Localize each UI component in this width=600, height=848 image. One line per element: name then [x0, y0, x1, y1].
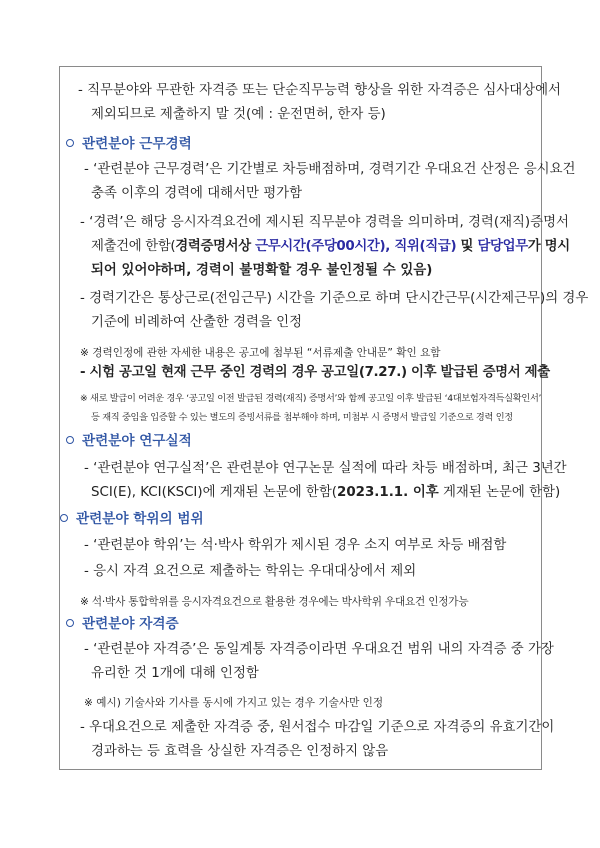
bullet-text: 제외되므로 제출하지 말 것(예 : 운전면허, 한자 등) — [91, 107, 386, 122]
section-heading-work-experience: 관련분야 근무경력 — [66, 135, 192, 153]
bullet-text: - ‘관련분야 자격증’은 동일계통 자격증이라면 우대요건 범위 내의 자격증 중 가장 — [84, 642, 554, 657]
bullet-text: - ‘관련분야 학위’는 석·박사 학위가 제시된 경우 소지 여부로 차등 배점함 — [84, 538, 507, 553]
bullet-text: 기준에 비례하여 산출한 경력을 인정 — [91, 315, 303, 330]
bullet-text: 충족 이후의 경력에 대해서만 평가함 — [91, 186, 303, 201]
note-text: ※ 경력인정에 관한 자세한 내용은 공고에 첨부된 “서류제출 안내문” 확인 요함 — [80, 347, 441, 359]
section-heading-certificate: 관련분야 자격증 — [66, 615, 179, 633]
bullet-text: - ‘관련분야 연구실적’은 관련분야 연구논문 실적에 따라 차등 배점하며, 최근 3년간 — [84, 461, 567, 476]
bullet-text: 제출건에 한함(경력증명서상 근무시간(주당00시간), 직위(직급) 및 담당업무가 명시 — [91, 239, 570, 254]
note-text: ※ 예시) 기술사와 기사를 동시에 가지고 있는 경우 기술사만 인정 — [84, 697, 384, 709]
circle-bullet-icon — [66, 619, 74, 627]
bullet-text: - ‘관련분야 근무경력’은 기간별로 차등배점하며, 경력기간 우대요건 산정은 응시요건 — [84, 162, 576, 177]
circle-bullet-icon — [60, 514, 68, 522]
bullet-text: 되어 있어야하며, 경력이 불명확할 경우 불인정될 수 있음) — [91, 263, 433, 278]
section-heading-research: 관련분야 연구실적 — [66, 432, 192, 450]
circle-bullet-icon — [66, 139, 74, 147]
note-text: 등 재직 중임을 입증할 수 있는 별도의 증빙서류를 첨부해야 하며, 미첨부 시 증명서 발급일 기준으로 경력 인정 — [91, 412, 513, 423]
bullet-text: - ‘경력’은 해당 응시자격요건에 제시된 직무분야 경력을 의미하며, 경력(재직)증명서 — [80, 215, 569, 230]
circle-bullet-icon — [66, 436, 74, 444]
bullet-text: - 경력기간은 통상근로(전임근무) 시간을 기준으로 하며 단시간근무(시간제근무)의 경우 — [80, 291, 589, 306]
bullet-text: 유리한 것 1개에 대해 인정함 — [91, 666, 259, 681]
section-heading-degree: 관련분야 학위의 범위 — [60, 510, 204, 528]
bullet-text: - 우대요건으로 제출한 자격증 중, 원서접수 마감일 기준으로 자격증의 유효기간이 — [80, 720, 555, 735]
bullet-text: SCI(E), KCI(KSCI)에 게재된 논문에 한함(2023.1.1. 이후 게재된 논문에 한함) — [91, 485, 561, 500]
bullet-text: - 응시 자격 요건으로 제출하는 학위는 우대대상에서 제외 — [84, 564, 417, 579]
bullet-text: 경과하는 등 효력을 상실한 자격증은 인정하지 않음 — [91, 744, 389, 759]
note-text: ※ 석·박사 통합학위를 응시자격요건으로 활용한 경우에는 박사학위 우대요건 인정가능 — [80, 596, 469, 608]
bullet-text: - 시험 공고일 현재 근무 중인 경력의 경우 공고일(7.27.) 이후 발급된 증명서 제출 — [80, 365, 550, 380]
bullet-text: - 직무분야와 무관한 자격증 또는 단순직무능력 향상을 위한 자격증은 심사대상에서 — [78, 83, 561, 98]
note-text: ※ 새로 발급이 어려운 경우 ‘공고일 이전 발급된 경력(재직) 증명서’와 함께 공고일 이후 발급된 ‘4대보험자격득실확인서’ — [80, 393, 542, 404]
